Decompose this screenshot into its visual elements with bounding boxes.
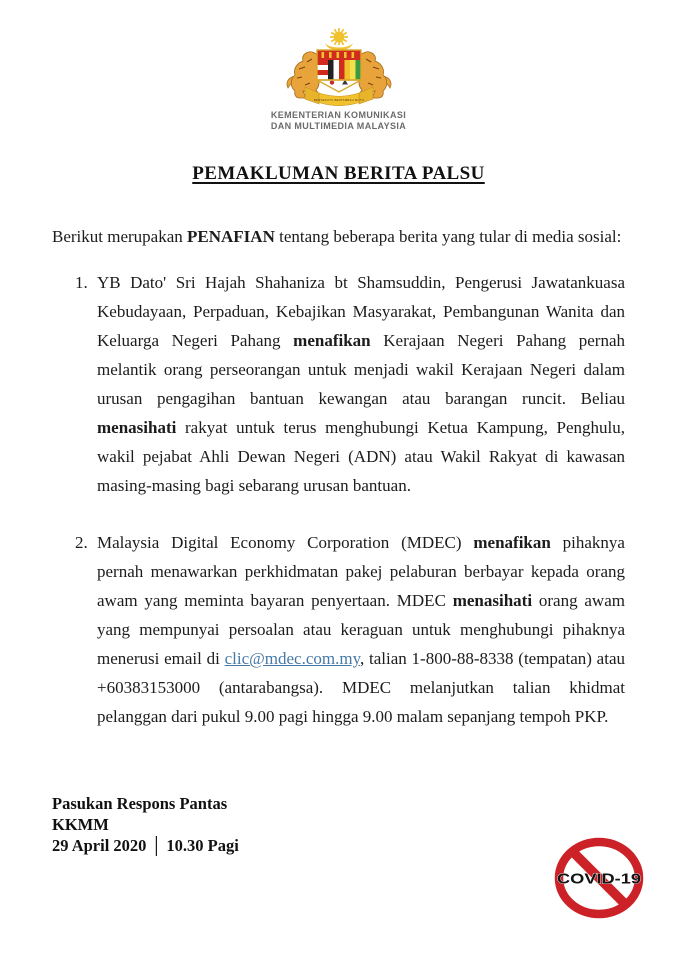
emphasis-text: PENAFIAN: [187, 227, 275, 246]
emphasis-text: menasihati: [452, 591, 533, 610]
list-item-text: [97, 268, 625, 500]
body-text: Berikut merupakan: [52, 227, 188, 246]
list-item: [52, 268, 625, 500]
body-text: rakyat untuk terus menghubungi Ketua Kampung, Penghulu, wakil pejabat Ahli Dewan Negeri (ADN) atau Wakil Rakyat di kawasan masing-masing bagi sebarang urusan bantuan.: [97, 418, 625, 495]
emphasis-text: menasihati: [97, 418, 177, 437]
list-item-number: 2.: [75, 533, 88, 552]
header: [0, 0, 677, 131]
page-title: PEMAKLUMAN BERITA PALSU: [192, 163, 485, 184]
list-item: [52, 528, 625, 731]
covid19-label: COVID-19: [557, 870, 641, 888]
motto-text: BERSEKUTU BERTAMBAH MUTU: [313, 97, 364, 102]
intro-paragraph: [52, 222, 625, 251]
ministry-name-line1: KEMENTERIAN KOMUNIKASI: [270, 110, 407, 120]
body-text: pihaknya pernah menawarkan perkhidmatan pakej pelaburan berbayar kepada orang awam yang meminta bayaran penyertaan. MDEC: [97, 533, 625, 610]
ministry-name-line2: DAN MULTIMEDIA MALAYSIA: [270, 120, 407, 131]
shield-icon: [317, 50, 361, 92]
body-text: YB Dato' Sri Hajah Shahaniza bt Shamsuddin, Pengerusi Jawatankuasa Kebudayaan, Perpaduan, Kebajikan Masyarakat, Pembangunan Wanita dan Keluarga Negeri Pahang: [97, 273, 625, 350]
signature-datetime: 29 April 2020 │ 10.30 Pagi: [52, 836, 239, 855]
body-text: tentang beberapa berita yang tular di media sosial:: [274, 227, 622, 246]
document-body: [0, 222, 677, 731]
ministry-name: [0, 110, 677, 131]
body-text: orang awam yang mempunyai persoalan atau keraguan untuk menghubungi pihaknya menerusi email di: [97, 591, 625, 668]
malaysia-coat-of-arms-icon: [269, 26, 409, 108]
body-text: Malaysia Digital Economy Corporation (MDEC): [97, 533, 474, 552]
list-item-number: 1.: [75, 273, 88, 292]
star-crescent-icon: [325, 28, 353, 51]
signature-org: KKMM: [52, 815, 109, 834]
emphasis-text: menafikan: [473, 533, 551, 552]
emphasis-text: menafikan: [293, 331, 371, 350]
signature-team: Pasukan Respons Pantas: [52, 794, 228, 813]
disclaimer-list: [52, 268, 625, 731]
email-link[interactable]: clic@mdec.com.my: [224, 649, 360, 668]
body-text: , talian 1-800-88-8338 (tempatan) atau +60383153000 (antarabangsa). MDEC melanjutkan talian khidmat pelanggan dari pukul 9.00 pagi hingga 9.00 malam sepanjang tempoh PKP.: [97, 649, 625, 726]
list-item-text: [97, 528, 625, 731]
no-covid19-badge: [549, 837, 649, 919]
body-text: Kerajaan Negeri Pahang pernah melantik orang perseorangan untuk menjadi wakil Kerajaan Negeri dalam urusan pengagihan bantuan kewangan atau barangan runcit. Beliau: [97, 331, 625, 408]
prohibition-sign-icon: [549, 837, 649, 919]
